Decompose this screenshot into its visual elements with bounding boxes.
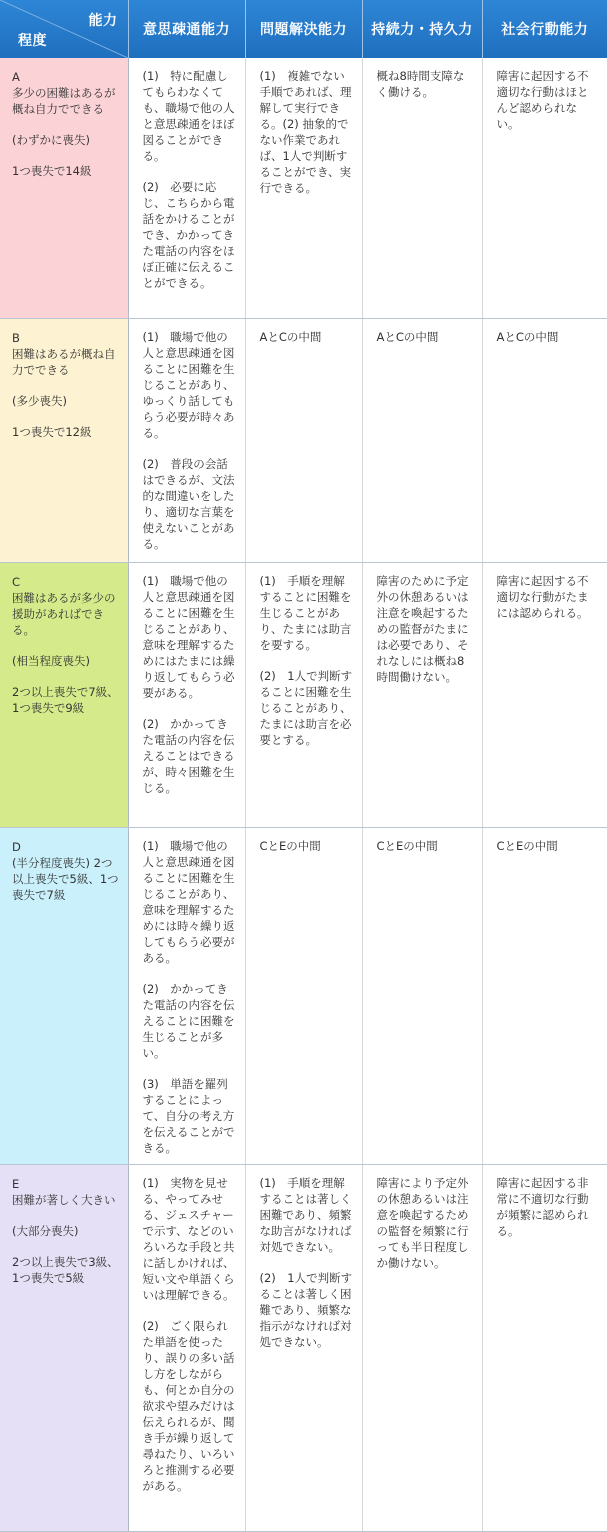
criteria-text: (1) 職場で他の人と意思疎通を図ることに困難を生じることがあり、意味を理解するためには時々繰り返してもらう必要がある。	[142, 838, 235, 965]
header-communication: 意思疎通能力	[128, 0, 245, 58]
criteria-text: (1) 特に配慮してもらわなくても、職場で他の人と意思疎通をほぼ図ることができる。	[142, 69, 235, 163]
criteria-text: (2) 1人で判断することに困難を生じることがあり、たまには助言を必要とする。	[259, 668, 353, 747]
communication-cell	[128, 318, 245, 562]
communication-cell	[128, 827, 245, 1164]
level-letter: A	[12, 70, 20, 84]
problem-solving-cell	[245, 827, 362, 1164]
level-cell-e	[0, 1164, 128, 1531]
criteria-text: AとCの中間	[376, 329, 439, 344]
level-loss-degree: (相当程度喪失)	[12, 653, 90, 668]
criteria-text: CとEの中間	[496, 838, 558, 853]
level-cell-c	[0, 562, 128, 827]
header-social-behavior: 社会行動能力	[482, 0, 607, 58]
level-loss-degree: (大部分喪失)	[12, 1223, 79, 1238]
level-cell-a	[0, 58, 128, 318]
criteria-text: (2) かかってきた電話の内容を伝えることはできるが、時々困難を生じる。	[142, 716, 235, 795]
corner-header-cell	[0, 0, 128, 58]
problem-solving-cell	[245, 58, 362, 318]
table-row-e	[0, 1164, 607, 1531]
level-letter: C	[12, 574, 21, 589]
problem-solving-cell	[245, 318, 362, 562]
criteria-text: (2) 1人で判断することは著しく困難であり、頻繁な指示がなければ対処できない。	[259, 1270, 353, 1349]
criteria-text: (2) ごく限られた単語を使ったり、誤りの多い話し方をしながらも、何とか自分の欲求や望みだけは伝えられるが、聞き手が繰り返して尋ねたり、いろいろと推測する必要がある。	[142, 1318, 235, 1493]
communication-cell	[128, 58, 245, 318]
level-grade: 2つ以上喪失で7級、1つ喪失で9級	[12, 684, 119, 715]
criteria-text: (1) 手順を理解することに困難を生じることがあり、たまには助言を要する。	[259, 573, 352, 652]
level-description: 困難はあるが多少の援助があればできる。	[12, 590, 116, 637]
level-letter: D	[12, 839, 21, 854]
level-description: 多少の困難はあるが概ね自力でできる	[12, 86, 116, 116]
social-behavior-cell	[482, 827, 607, 1164]
criteria-text: (2) 普段の会話はできるが、文法的な間違いをしたり、適切な言葉を使えないことがある。	[142, 456, 235, 551]
persistence-cell	[362, 318, 482, 562]
header-row	[0, 0, 607, 58]
communication-cell	[128, 1164, 245, 1531]
criteria-text: (1) 職場で他の人と意思疎通を図ることに困難を生じることがあり、意味を理解するためにはたまには繰り返してもらう必要がある。	[142, 573, 235, 700]
level-description: (半分程度喪失) 2つ以上喪失で5級、1つ喪失で7級	[12, 855, 119, 902]
level-grade: 1つ喪失で14級	[12, 164, 92, 178]
communication-cell	[128, 562, 245, 827]
criteria-text: (1) 手順を理解することは著しく困難であり、頻繁な助言がなければ対処できない。	[259, 1175, 352, 1254]
criteria-text: (1) 実物を見せる、やってみせる、ジェスチャーで示す、などのいろいろな手段と共に話しかければ、短い文や単語くらいは理解できる。	[142, 1175, 235, 1302]
table-row-b	[0, 318, 607, 562]
social-behavior-cell	[482, 562, 607, 827]
criteria-text: (2) 必要に応じ、こちらから電話をかけることができ、かかってきた電話の内容をほぼ正確に伝えることができる。	[142, 180, 235, 290]
level-grade: 1つ喪失で12級	[12, 424, 92, 439]
persistence-cell	[362, 562, 482, 827]
criteria-text: (3) 単語を羅列することによって、自分の考え方を伝えることができる。	[142, 1076, 235, 1155]
criteria-text: 障害に起因する不適切な行動はほとんど認められない。	[496, 69, 589, 131]
criteria-text: (2) かかってきた電話の内容を伝えることに困難を生じることが多い。	[142, 981, 235, 1060]
criteria-text: 障害のために予定外の休憩あるいは注意を喚起するための監督がたまには必要であり、それなしには概ね8時間働けない。	[376, 573, 469, 684]
corner-header-degree: 程度	[18, 33, 47, 49]
corner-header-ability: 能力	[88, 13, 118, 29]
header-persistence: 持続力・持久力	[362, 0, 482, 58]
criteria-text: 障害により予定外の休憩あるいは注意を喚起するための監督を頻繁に行っても半日程度しか働けない。	[376, 1175, 469, 1270]
persistence-cell	[362, 1164, 482, 1531]
criteria-text: 概ね8時間支障なく働ける。	[376, 69, 465, 99]
level-loss-degree: (多少喪失)	[12, 393, 67, 408]
table-row-c	[0, 562, 607, 827]
social-behavior-cell	[482, 58, 607, 318]
table-row-d	[0, 827, 607, 1164]
criteria-text: CとEの中間	[376, 838, 438, 853]
level-grade: 2つ以上喪失で3級、1つ喪失で5級	[12, 1254, 119, 1285]
criteria-text: AとCの中間	[259, 329, 322, 344]
level-description: 困難が著しく大きい	[12, 1192, 116, 1207]
level-cell-b	[0, 318, 128, 562]
criteria-text: (1) 複雑でない手順であれば、理解して実行できる。(2) 抽象的でない作業であれば、1人で判断することができ、実行できる。	[259, 69, 352, 195]
criteria-text: 障害に起因する不適切な行動がたまには認められる。	[496, 573, 589, 620]
table-row-a	[0, 58, 607, 318]
criteria-text: CとEの中間	[259, 838, 321, 853]
social-behavior-cell	[482, 318, 607, 562]
level-letter: B	[12, 330, 20, 345]
persistence-cell	[362, 827, 482, 1164]
criteria-text: AとCの中間	[496, 329, 559, 344]
social-behavior-cell	[482, 1164, 607, 1531]
criteria-text: (1) 職場で他の人と意思疎通を図ることに困難を生じることがあり、ゆっくり話してもらう必要が時々ある。	[142, 329, 235, 440]
header-problem-solving: 問題解決能力	[245, 0, 362, 58]
level-cell-d	[0, 827, 128, 1164]
level-letter: E	[12, 1176, 20, 1191]
criteria-text: 障害に起因する非常に不適切な行動が頻繁に認められる。	[496, 1175, 589, 1238]
problem-solving-cell	[245, 562, 362, 827]
level-loss-degree: (わずかに喪失)	[12, 133, 90, 147]
persistence-cell	[362, 58, 482, 318]
problem-solving-cell	[245, 1164, 362, 1531]
level-description: 困難はあるが概ね自力でできる	[12, 346, 116, 377]
